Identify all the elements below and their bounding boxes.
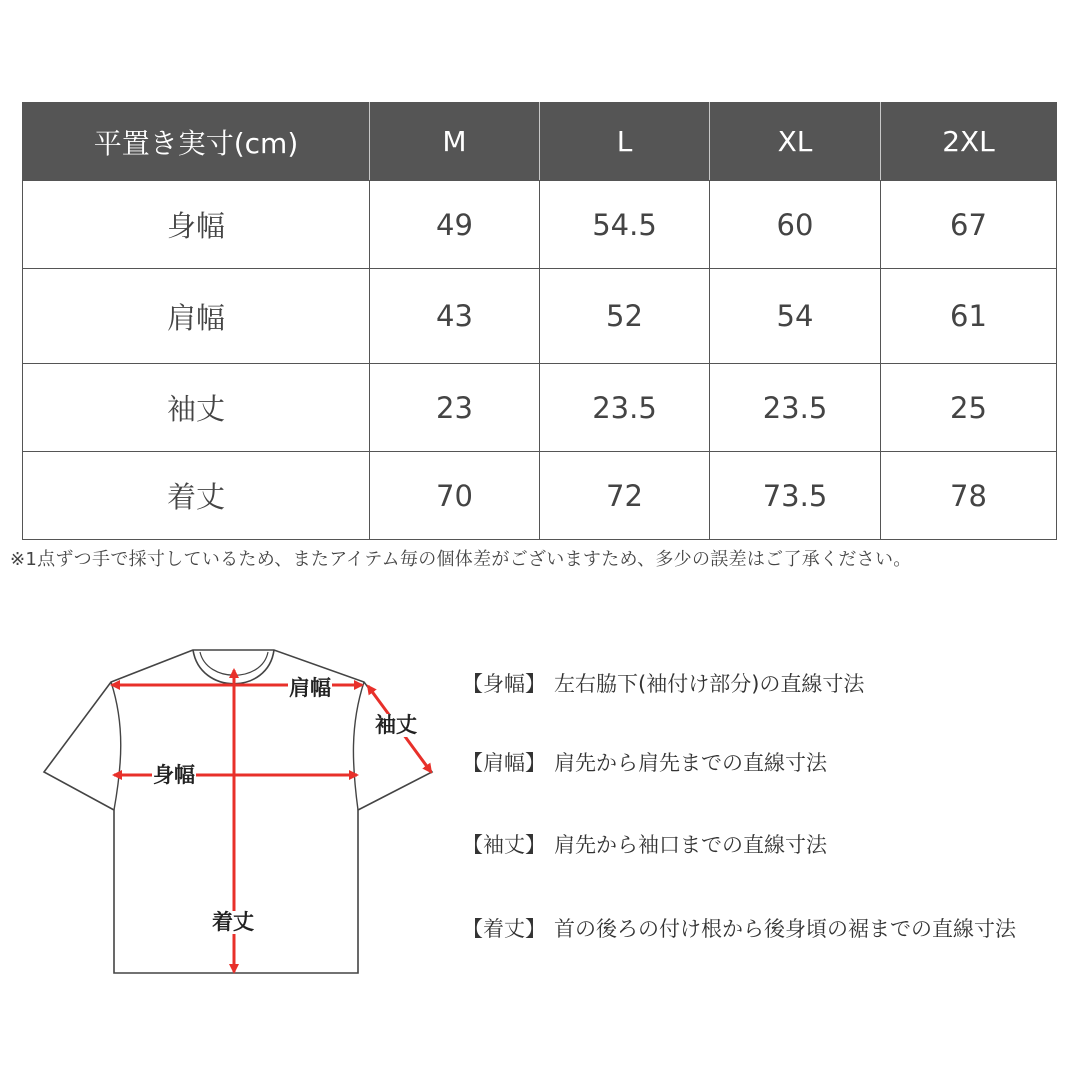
table-cell: 78: [881, 452, 1057, 540]
table-cell: 23: [370, 364, 540, 452]
definition-body-width: [462, 668, 864, 698]
tshirt-diagram-svg: [0, 600, 470, 1000]
definition-text: 左右脇下(袖付け部分)の直線寸法: [554, 672, 865, 696]
table-cell: 23.5: [710, 364, 881, 452]
table-cell: 72: [540, 452, 710, 540]
tshirt-diagram: [0, 600, 470, 1000]
table-header-row: [23, 103, 1057, 181]
table-cell: 73.5: [710, 452, 881, 540]
table-row: [23, 364, 1057, 452]
diagram-label-length: 着丈: [212, 910, 254, 934]
definition-term: 【着丈】: [462, 917, 546, 941]
table-cell: 67: [881, 181, 1057, 269]
row-label: 着丈: [23, 452, 370, 540]
definition-text: 肩先から肩先までの直線寸法: [554, 751, 827, 775]
table-cell: 54.5: [540, 181, 710, 269]
row-label: 身幅: [23, 181, 370, 269]
table-cell: 70: [370, 452, 540, 540]
table-cell: 60: [710, 181, 881, 269]
table-cell: 23.5: [540, 364, 710, 452]
table-cell: 43: [370, 269, 540, 364]
diagram-label-shoulder: 肩幅: [289, 676, 331, 700]
definition-text: 肩先から袖口までの直線寸法: [554, 833, 827, 857]
table-cell: 61: [881, 269, 1057, 364]
table-row: [23, 452, 1057, 540]
table-cell: 49: [370, 181, 540, 269]
diagram-label-body-width: 身幅: [153, 763, 195, 787]
row-label: 肩幅: [23, 269, 370, 364]
size-table: [22, 102, 1057, 540]
header-cell-size-m: M: [370, 103, 540, 181]
header-cell-size-l: L: [540, 103, 710, 181]
definition-sleeve-length: [462, 829, 827, 859]
definition-term: 【袖丈】: [462, 833, 546, 857]
table-cell: 52: [540, 269, 710, 364]
table-cell: 25: [881, 364, 1057, 452]
header-cell-size-xl: XL: [710, 103, 881, 181]
row-label: 袖丈: [23, 364, 370, 452]
definition-length: [462, 913, 1016, 943]
definition-term: 【肩幅】: [462, 751, 546, 775]
diagram-label-sleeve: 袖丈: [375, 713, 417, 737]
table-row: [23, 181, 1057, 269]
header-cell-measure: 平置き実寸(cm): [23, 103, 370, 181]
table-cell: 54: [710, 269, 881, 364]
definition-term: 【身幅】: [462, 672, 546, 696]
definition-shoulder-width: [462, 747, 827, 777]
table-row: [23, 269, 1057, 364]
measurement-note: ※1点ずつ手で採寸しているため、またアイテム毎の個体差がございますため、多少の誤差はご了承ください。: [10, 549, 912, 570]
definition-text: 首の後ろの付け根から後身頃の裾までの直線寸法: [554, 917, 1016, 941]
header-cell-size-2xl: 2XL: [881, 103, 1057, 181]
